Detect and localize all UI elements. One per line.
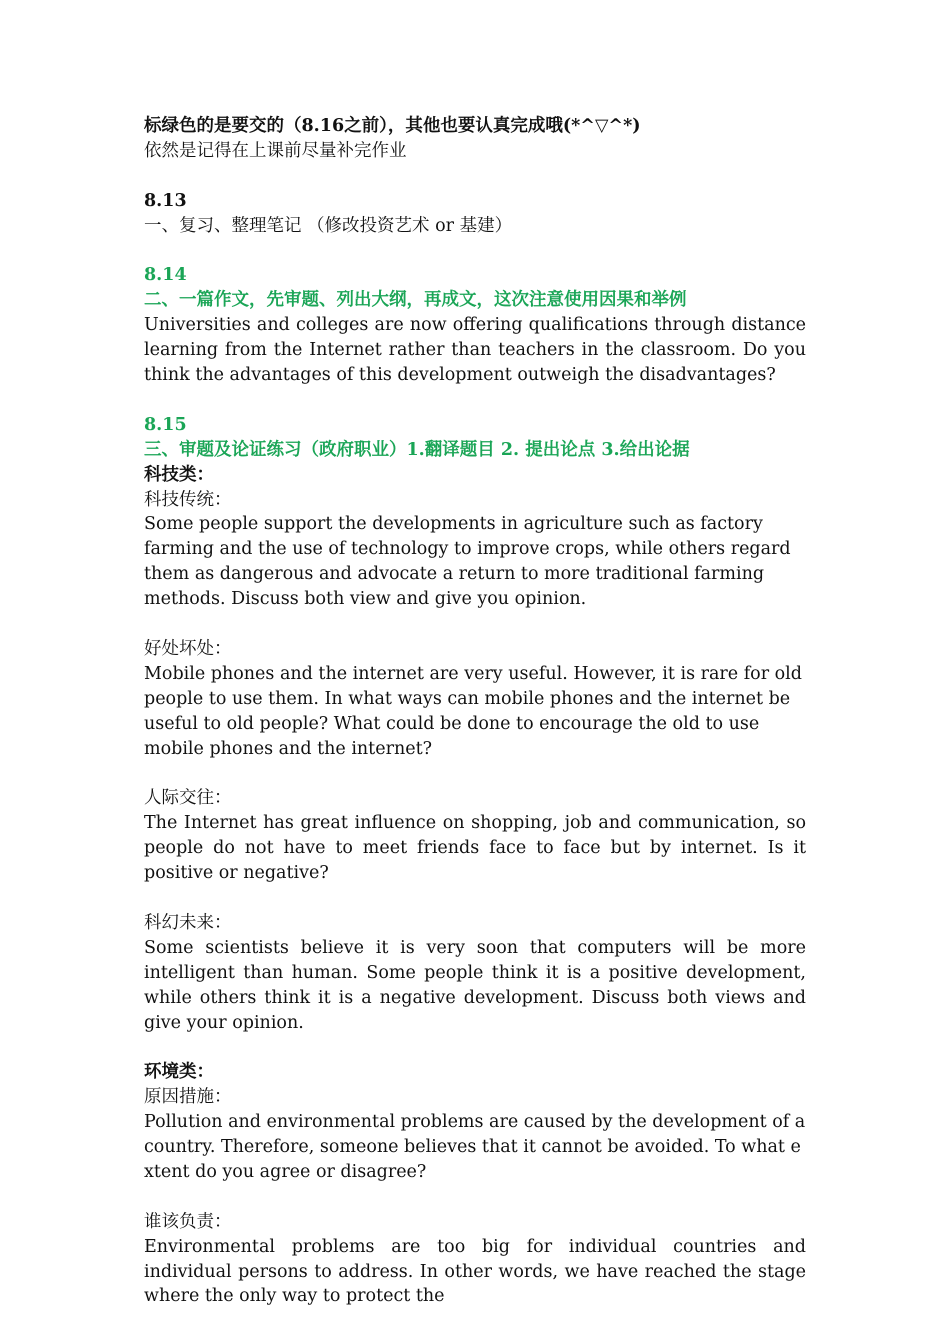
topic-prompt: Mobile phones and the internet are very useful. However, it is rare for old people to use them. In what ways can mobile phones and the internet be useful to old people? What could be done to encourage the old to use mobile phones and the internet? xyxy=(144,663,802,759)
spacer xyxy=(144,886,806,911)
spacer xyxy=(144,762,806,787)
date-814: 8.14 xyxy=(144,265,187,286)
date-813: 8.13 xyxy=(144,190,187,211)
intro-line-1: 标绿色的是要交的（8.16之前），其他也要认真完成哦(*^▽^*) xyxy=(144,116,641,136)
topic-prompt: Some people support the developments in agriculture such as factory farming and the use of technology to improve crops, while others regard them as dangerous and advocate a return to more traditional farming methods. Discuss both view and give you opinion. xyxy=(144,514,791,610)
topic-label: 好处坏处： xyxy=(144,638,232,659)
topic-prompt: Pollution and environmental problems are caused by the development of a country. Therefore, someone believes that it cannot be avoided. To what extent do you agree or disagree? xyxy=(144,1112,806,1182)
task-814: 二、一篇作文，先审题、列出大纲，再成文，这次注意使用因果和举例 xyxy=(144,290,687,311)
essay-prompt-814: Universities and colleges are now offering qualifications through distance learning from the Internet rather than teachers in the classroom. Do you think the advantages of this development outweigh the disadvantages? xyxy=(144,315,806,386)
intro-line-2: 依然是记得在上课前尽量补完作业 xyxy=(144,140,407,161)
topic-label: 科技传统： xyxy=(144,489,232,510)
spacer xyxy=(144,164,806,189)
spacer xyxy=(144,239,806,264)
task-815: 三、审题及论证练习（政府职业）1.翻译题目 2. 提出论点 3.给出论据 xyxy=(144,439,690,460)
task-813: 一、复习、整理笔记 （修改投资艺术 or 基建） xyxy=(144,215,513,236)
spacer xyxy=(144,1035,806,1060)
topic-label: 原因措施： xyxy=(144,1087,232,1108)
topic-prompt: Environmental problems are too big for individual countries and individual persons to address. In other words, we have reached the stage where the only way to protect the xyxy=(144,1236,806,1307)
date-815: 8.15 xyxy=(144,414,187,435)
category-tech: 科技类： xyxy=(144,464,214,485)
topic-prompt: Some scientists believe it is very soon that computers will be more intelligent than human. Some people think it is a positive development, while others think it is a negative development. Discuss both views and give your opinion. xyxy=(144,937,806,1033)
spacer xyxy=(144,612,806,637)
topic-label: 科幻未来： xyxy=(144,912,232,933)
topic-prompt: The Internet has great influence on shopping, job and communication, so people do not have to meet friends face to face but by internet. Is it positive or negative? xyxy=(144,813,806,884)
spacer xyxy=(144,388,806,413)
spacer xyxy=(144,1185,806,1210)
topic-label: 人际交往： xyxy=(144,788,232,809)
category-env: 环境类： xyxy=(144,1062,214,1083)
document-page xyxy=(144,114,806,1309)
topic-label: 谁该负责： xyxy=(144,1211,232,1232)
